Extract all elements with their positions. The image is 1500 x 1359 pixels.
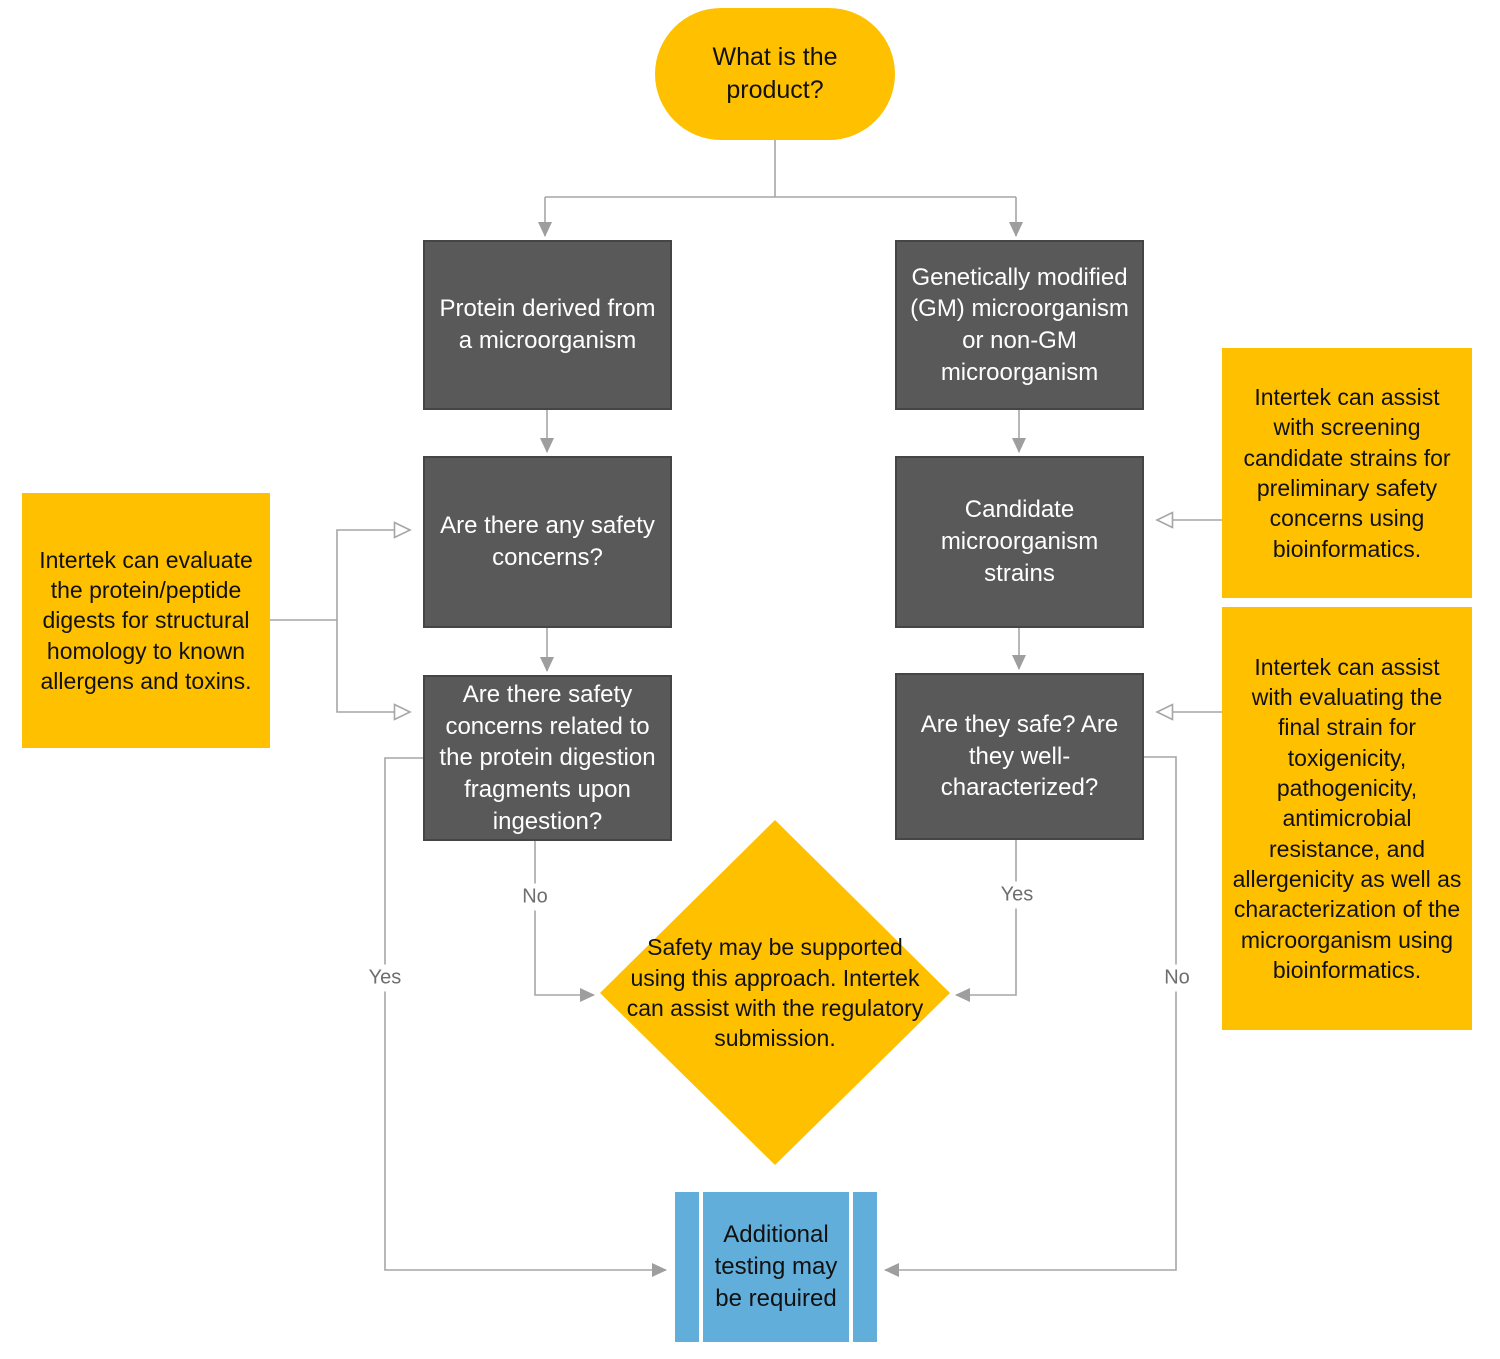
protein-node xyxy=(423,240,672,410)
note-screening-label: Intertek can assist with screening candidate strains for preliminary safety concerns using bioinformatics. xyxy=(1243,383,1451,562)
well-characterized-node xyxy=(895,673,1144,840)
candidate-strains-node xyxy=(895,456,1144,628)
edge-label-yes-left: Yes xyxy=(364,965,407,992)
connector-digestion-no xyxy=(535,840,594,995)
digestion-concerns-node-label: Are there safety concerns related to the protein digestion fragments upon ingestion? xyxy=(439,680,656,835)
connector-start-stem xyxy=(545,140,1016,197)
start-node-label: What is the product? xyxy=(712,43,838,104)
edge-label-no-right: No xyxy=(1159,965,1195,992)
connector-note-evaluate-down xyxy=(337,620,409,712)
protein-node-label: Protein derived from a microorganism xyxy=(439,295,656,354)
safety-concerns-node-label: Are there any safety concerns? xyxy=(440,512,655,571)
safety-concerns-node xyxy=(423,456,672,628)
candidate-strains-node-label: Candidate microorganism strains xyxy=(940,496,1099,587)
connector-note-evaluate-up xyxy=(337,530,409,620)
gm-microorganism-node xyxy=(895,240,1144,410)
well-characterized-node-label: Are they safe? Are they well-characterized? xyxy=(920,710,1119,802)
decision-diamond-label: Safety may be supported using this approach. Intertek can assist with the regulatory submission. xyxy=(626,934,924,1052)
note-final-strain xyxy=(1222,607,1472,1030)
start-node xyxy=(655,8,895,140)
note-evaluate-label: Intertek can evaluate the protein/peptide digests for structural homology to known allergens and toxins. xyxy=(39,546,253,695)
edge-label-no-left: No xyxy=(517,884,553,911)
gm-microorganism-node-label: Genetically modified (GM) microorganism or non-GM microorganism xyxy=(910,263,1129,386)
additional-testing-node-label: Additional testing may be required xyxy=(714,1221,838,1312)
predefined-process-left-bar xyxy=(699,1192,703,1342)
note-screening xyxy=(1222,348,1472,598)
connector-safe-yes xyxy=(956,840,1016,995)
digestion-concerns-node xyxy=(423,675,672,841)
predefined-process-right-bar xyxy=(849,1192,853,1342)
note-final-strain-label: Intertek can assist with evaluating the final strain for toxigenicity, pathogenicity, antimicrobial resistance, and allergenicity as well as characterization of the microorganism using bioinformatics. xyxy=(1232,653,1462,984)
edge-label-yes-right: Yes xyxy=(996,882,1039,909)
decision-diamond xyxy=(620,870,930,1116)
note-evaluate xyxy=(22,493,270,748)
additional-testing-node xyxy=(675,1192,877,1342)
